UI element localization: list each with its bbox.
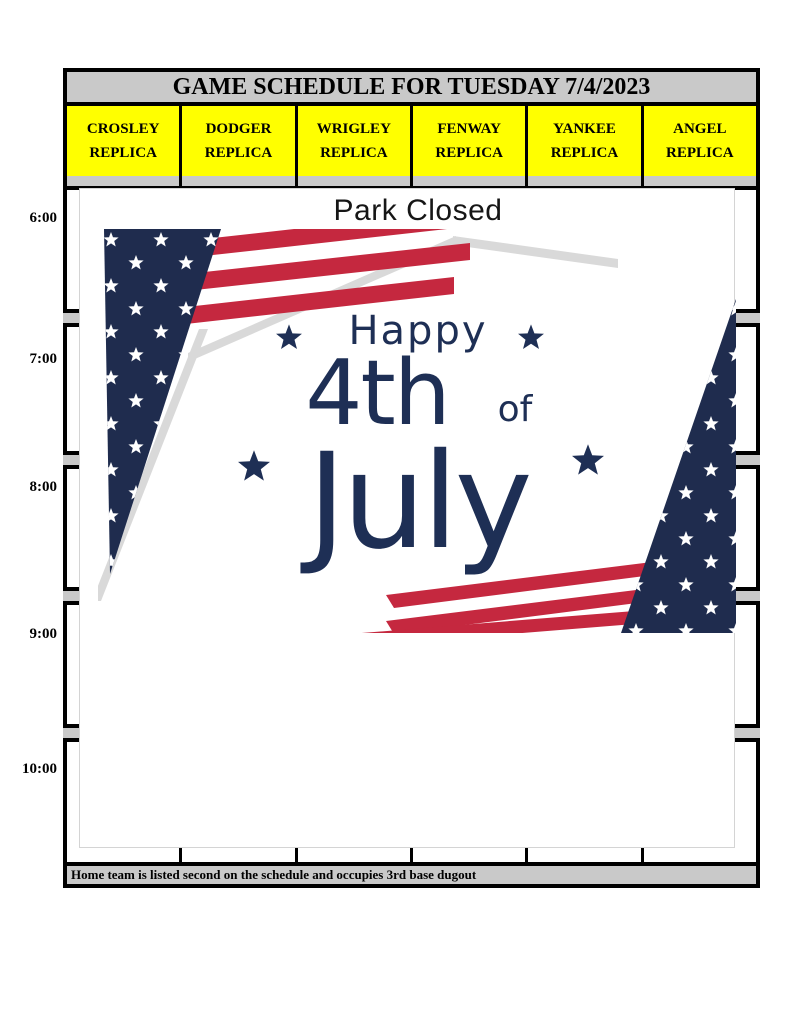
accent-star-icon <box>238 450 270 480</box>
star-field-left-stars <box>104 229 221 574</box>
field-name: DODGER <box>205 120 272 137</box>
field-name: YANKEE <box>553 120 616 137</box>
banner-word-july: July <box>307 425 529 579</box>
field-type: REPLICA <box>435 144 503 161</box>
footer-note: Home team is listed second on the schedule and occupies 3rd base dugout <box>63 862 760 888</box>
time-label-8: 8:00 <box>29 479 57 495</box>
field-header-crosley <box>67 106 182 176</box>
field-type: REPLICA <box>204 144 273 161</box>
field-name: FENWAY <box>437 120 501 137</box>
field-name: ANGEL <box>673 120 727 137</box>
accent-star-icon <box>276 324 302 349</box>
field-header-yankee <box>528 106 643 176</box>
gray-swoosh-tail <box>453 236 618 268</box>
time-label-10: 10:00 <box>22 761 57 777</box>
field-header-fenway <box>413 106 528 176</box>
fourth-of-july-banner <box>98 229 736 633</box>
time-label-9: 9:00 <box>29 626 57 642</box>
field-type: REPLICA <box>89 144 157 161</box>
park-closed-notice <box>79 188 735 848</box>
field-type: REPLICA <box>550 144 619 161</box>
star-field-right-stars <box>621 299 736 633</box>
schedule-title: GAME SCHEDULE FOR TUESDAY 7/4/2023 <box>63 68 760 106</box>
accent-star-icon <box>518 324 544 349</box>
field-header-wrigley <box>298 106 413 176</box>
banner-word-happy: Happy <box>348 308 488 354</box>
time-label-6: 6:00 <box>29 210 57 226</box>
field-header-dodger <box>182 106 297 176</box>
field-header-angel <box>644 106 756 176</box>
field-type: REPLICA <box>666 144 734 161</box>
accent-star-icon <box>572 444 604 474</box>
field-header-row <box>63 106 760 176</box>
field-name: WRIGLEY <box>316 120 391 137</box>
field-type: REPLICA <box>320 144 388 161</box>
time-label-7: 7:00 <box>29 351 57 367</box>
park-closed-heading: Park Closed <box>333 194 503 227</box>
banner-word-of: of <box>497 389 533 430</box>
banner-word-4th: 4th <box>305 341 449 446</box>
field-name: CROSLEY <box>86 120 160 137</box>
